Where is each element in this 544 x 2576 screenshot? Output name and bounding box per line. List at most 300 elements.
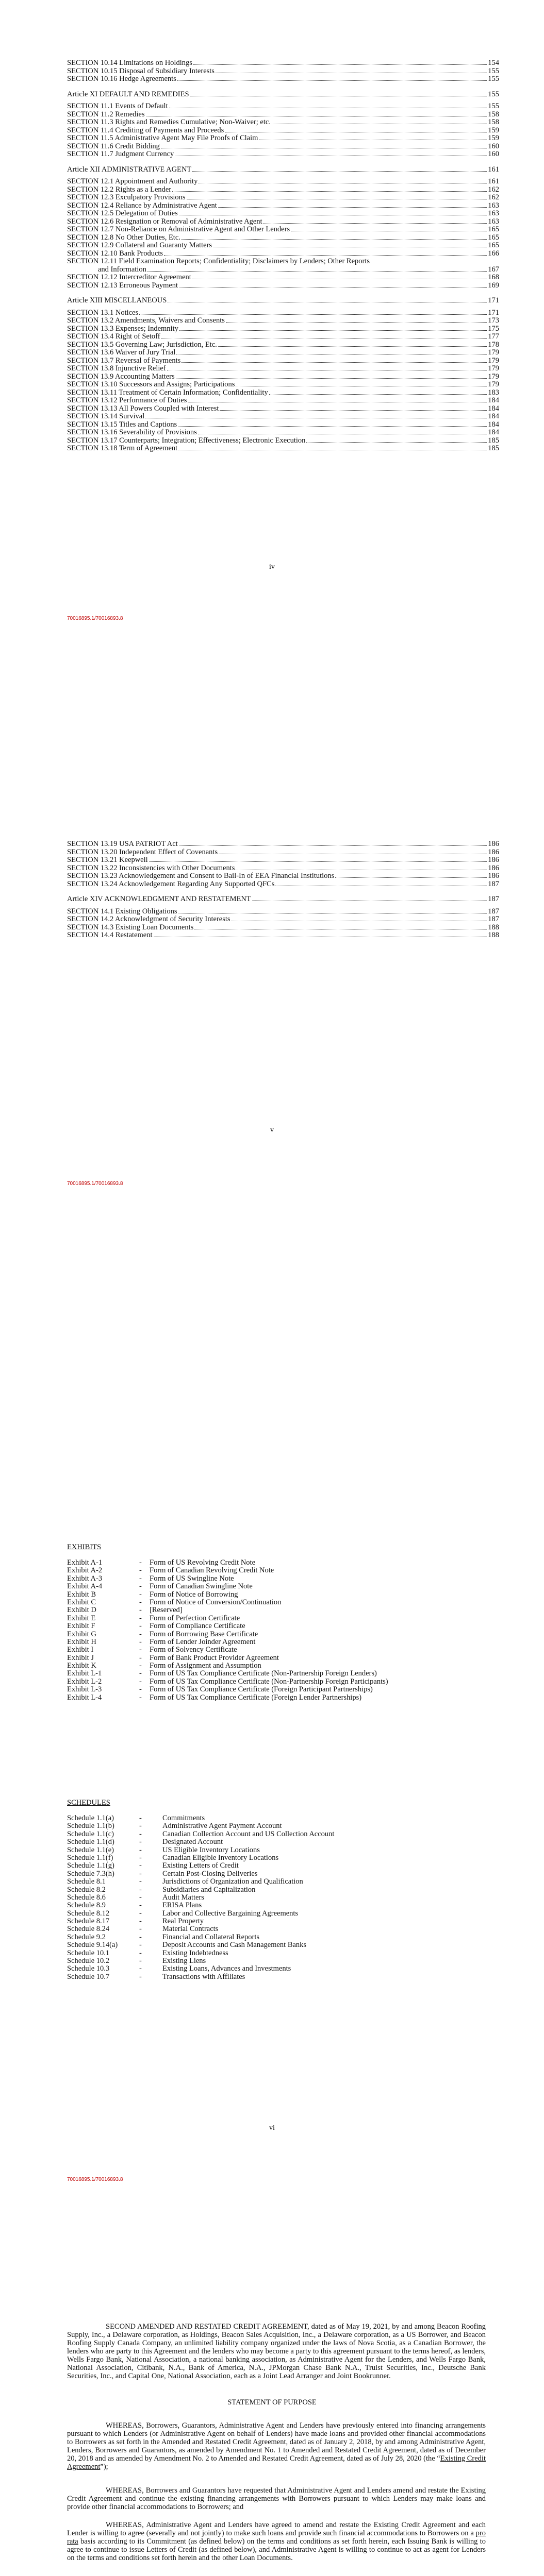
schedule-row-description: Existing Letters of Credit: [162, 1861, 239, 1870]
whereas-paragraph-3: WHEREAS, Administrative Agent and Lenders have agreed to amend and restate the Existing Credit Agreement and each Lender is willing to agree (severally and not jointly) to make such loans and provide such financial accommodations to Borrowers on a pro rata basis according to its Commitment (as defined below) on the terms and conditions as set forth herein, each Issuing Bank is willing to agree to continue to issue Letters of Credit (as defined below), and Administrative Agent is willing to continue to act as agent for Lenders on the terms and conditions set forth herein and the other Loan Documents.: [67, 2521, 486, 2562]
separator-dash: -: [139, 1646, 142, 1654]
leader-dots: [192, 171, 487, 172]
toc-entry-title: SECTION 13.15 Titles and Captions: [67, 420, 177, 429]
toc-entry-title: SECTION 13.19 USA PATRIOT Act: [67, 840, 178, 848]
toc-entry[interactable]: [67, 309, 499, 317]
exhibit-row-code: Exhibit L-4: [67, 1693, 102, 1702]
toc-entry-title: SECTION 13.10 Successors and Assigns; Participations: [67, 381, 235, 388]
leader-dots: [178, 426, 487, 427]
toc-entry-page: 160: [488, 150, 499, 158]
schedule-row-code: Schedule 9.2: [67, 1933, 106, 1941]
schedule-row-code: Schedule 8.9: [67, 1901, 106, 1910]
schedule-row-description: Audit Matters: [162, 1893, 204, 1902]
exhibit-row-description: Form of Canadian Revolving Credit Note: [150, 1566, 274, 1575]
separator-dash: -: [139, 1606, 142, 1615]
toc-entry[interactable]: [67, 397, 499, 405]
toc-entry-page: 158: [488, 118, 499, 126]
leader-dots: [179, 330, 487, 331]
schedule-row-description: Commitments: [162, 1814, 205, 1822]
exhibit-row-description: Form of Compliance Certificate: [150, 1622, 245, 1631]
exhibit-row[interactable]: [67, 1599, 499, 1606]
toc-entry-page: 184: [488, 404, 499, 413]
exhibit-row-code: Exhibit I: [67, 1646, 94, 1654]
toc-entry-title: SECTION 13.24 Acknowledgement Regarding Any Supported QFCs: [67, 880, 275, 888]
toc-entry-title: SECTION 13.16 Severability of Provisions: [67, 429, 197, 436]
toc-entry[interactable]: [67, 178, 499, 186]
separator-dash: -: [139, 1941, 142, 1950]
leader-dots: [220, 410, 487, 411]
toc-entry[interactable]: [67, 421, 499, 429]
toc-entry-page: 168: [488, 273, 499, 281]
separator-dash: -: [139, 1838, 142, 1846]
schedule-row-code: Schedule 1.1(f): [67, 1853, 113, 1862]
separator-dash: -: [139, 1693, 142, 1702]
schedule-row-description: ERISA Plans: [162, 1901, 202, 1910]
toc-entry-title: SECTION 11.4 Crediting of Payments and Proceeds: [67, 126, 224, 134]
schedule-row[interactable]: [67, 1941, 499, 1949]
schedule-row-code: Schedule 8.12: [67, 1909, 110, 1918]
schedule-row-description: Existing Loans, Advances and Investments: [162, 1964, 291, 1973]
toc-entry-page: 186: [488, 848, 499, 856]
toc-entry-title: SECTION 14.2 Acknowledgment of Security Interests: [67, 916, 230, 923]
schedule-row-code: Schedule 10.1: [67, 1948, 110, 1957]
leader-dots: [226, 322, 487, 323]
separator-dash: -: [139, 1909, 142, 1918]
separator-dash: -: [139, 1558, 142, 1567]
toc-entry[interactable]: [67, 186, 499, 194]
exhibit-row-description: Form of Notice of Conversion/Continuation: [150, 1598, 282, 1606]
separator-dash: -: [139, 1814, 142, 1822]
leader-dots: [269, 394, 487, 395]
toc-entry-page: 160: [488, 142, 499, 150]
separator-dash: -: [139, 1829, 142, 1838]
exhibit-row-code: Exhibit A-3: [67, 1574, 103, 1583]
toc-entry-page: 165: [488, 241, 499, 249]
schedule-row[interactable]: [67, 1846, 499, 1854]
leader-dots: [182, 239, 487, 240]
toc-entry[interactable]: [67, 413, 499, 421]
exhibit-row[interactable]: [67, 1615, 499, 1622]
toc-entry-page: 179: [488, 348, 499, 357]
schedule-row-code: Schedule 8.1: [67, 1877, 106, 1886]
toc-entry-page: 159: [488, 134, 499, 142]
schedule-row-code: Schedule 7.3(h): [67, 1869, 114, 1878]
toc-entry-title: SECTION 13.20 Independent Effect of Covenants: [67, 848, 218, 856]
separator-dash: -: [139, 1893, 142, 1902]
separator-dash: -: [139, 1901, 142, 1910]
toc-entry-title: SECTION 13.8 Injunctive Relief: [67, 365, 166, 372]
toc-entry-title: SECTION 12.5 Delegation of Duties: [67, 210, 178, 217]
whereas-paragraph-1: WHEREAS, Borrowers, Guarantors, Administrative Agent and Lenders have previously entered into financing arrangements pursuant to which Lenders (or Administrative Agent on behalf of Lenders) have made loans and provided other financial accommodations to Borrowers as set forth in the Amended and Restated Credit Agreement, dated as of January 2, 2018, by and among Administrative Agent, Lenders, Borrowers and Guarantors, as amended by Amendment No. 1 to Amended and Restated Credit Agreement, dated as of December 20, 2018 and as amended by Amendment No. 2 to Amended and Restated Credit Agreement, dated as of July 28, 2020 (the “Existing Credit Agreement”);: [67, 2421, 486, 2471]
exhibit-row[interactable]: [67, 1678, 499, 1686]
toc-entry-title: SECTION 10.14 Limitations on Holdings: [67, 59, 192, 67]
schedule-row-code: Schedule 8.6: [67, 1893, 106, 1902]
leader-dots: [335, 877, 487, 878]
toc-entry-title: SECTION 13.12 Performance of Duties: [67, 397, 187, 404]
separator-dash: -: [139, 1957, 142, 1965]
schedule-row[interactable]: [67, 1910, 499, 1918]
toc-entry-title: SECTION 13.6 Waiver of Jury Trial: [67, 349, 176, 357]
toc-entry-page: 155: [488, 90, 499, 98]
page-number: v: [270, 1126, 274, 1134]
toc-entry-title: SECTION 11.5 Administrative Agent May File Proofs of Claim: [67, 134, 258, 142]
toc-entry-page: 179: [488, 356, 499, 365]
toc-entry-page: 186: [488, 863, 499, 872]
toc-entry[interactable]: [67, 127, 499, 135]
toc-entry-title: Article XIV ACKNOWLEDGMENT AND RESTATEMENT: [67, 895, 251, 903]
toc-entry-title: SECTION 13.14 Survival: [67, 413, 145, 420]
leader-dots: [177, 80, 487, 81]
leader-dots: [218, 346, 487, 347]
exhibit-row[interactable]: [67, 1686, 499, 1693]
leader-dots: [306, 442, 487, 443]
separator-dash: -: [139, 1948, 142, 1957]
schedule-row[interactable]: [67, 1862, 499, 1870]
schedule-row[interactable]: [67, 1957, 499, 1965]
toc-entry[interactable]: [67, 341, 499, 349]
toc-entry[interactable]: [67, 242, 499, 250]
toc-entry-title: SECTION 12.2 Rights as a Lender: [67, 185, 172, 194]
schedule-row[interactable]: [67, 1815, 499, 1822]
toc-entry-title: SECTION 12.9 Collateral and Guaranty Matters: [67, 242, 212, 249]
separator-dash: -: [139, 1877, 142, 1886]
schedule-row[interactable]: [67, 1902, 499, 1909]
toc-entry-title: SECTION 13.11 Treatment of Certain Information; Confidentiality: [67, 388, 268, 397]
schedule-row-description: Canadian Collection Account and US Collection Account: [162, 1829, 335, 1838]
exhibit-row[interactable]: [67, 1622, 499, 1630]
toc-entry[interactable]: [67, 916, 499, 924]
toc-entry[interactable]: [67, 75, 499, 83]
toc-entry[interactable]: [67, 429, 499, 437]
separator-dash: -: [139, 1822, 142, 1831]
schedule-row[interactable]: [67, 1854, 499, 1862]
exhibit-row-description: Form of Lender Joinder Agreement: [150, 1637, 256, 1646]
separator-dash: -: [139, 1614, 142, 1622]
schedule-row-code: Schedule 8.24: [67, 1925, 110, 1934]
leader-dots: [193, 64, 487, 65]
defined-term: Existing Credit Agreement: [67, 2454, 486, 2471]
toc-entry[interactable]: [67, 924, 499, 932]
toc-entry[interactable]: [67, 357, 499, 365]
toc-entry[interactable]: [67, 258, 499, 274]
exhibit-row-code: Exhibit H: [67, 1637, 96, 1646]
separator-dash: -: [139, 1853, 142, 1862]
toc-list: [67, 59, 499, 453]
separator-dash: -: [139, 1653, 142, 1662]
schedule-row-description: Transactions with Affiliates: [162, 1972, 245, 1981]
toc-entry-page: 184: [488, 420, 499, 429]
separator-dash: -: [139, 1630, 142, 1638]
schedule-row-code: Schedule 10.2: [67, 1957, 110, 1965]
toc-entry-page: 184: [488, 428, 499, 436]
separator-dash: -: [139, 1861, 142, 1870]
schedule-row-description: Existing Indebtedness: [162, 1948, 228, 1957]
toc-entry[interactable]: [67, 118, 499, 127]
toc-entry-title: SECTION 13.21 Keepwell: [67, 856, 148, 864]
toc-entry[interactable]: [67, 389, 499, 397]
exhibit-row[interactable]: [67, 1559, 499, 1567]
toc-entry-page: 175: [488, 324, 499, 333]
toc-list: [67, 840, 499, 940]
schedule-row-description: Financial and Collateral Reports: [162, 1933, 260, 1941]
toc-entry-title: SECTION 13.7 Reversal of Payments: [67, 357, 181, 365]
toc-entry[interactable]: [67, 317, 499, 325]
separator-dash: -: [139, 1662, 142, 1670]
exhibit-row-code: Exhibit E: [67, 1614, 96, 1622]
schedule-row-code: Schedule 10.3: [67, 1964, 110, 1973]
exhibits-list: [67, 1559, 499, 1702]
schedule-row[interactable]: [67, 1822, 499, 1830]
schedule-row-description: Jurisdictions of Organization and Qualification: [162, 1877, 303, 1886]
toc-article-entry[interactable]: [67, 895, 499, 904]
toc-entry-title: SECTION 13.5 Governing Law; Jurisdiction, Etc.: [67, 341, 217, 349]
toc-entry[interactable]: [67, 234, 499, 242]
toc-entry[interactable]: [67, 840, 499, 849]
intro-paragraph: SECOND AMENDED AND RESTATED CREDIT AGREEMENT, dated as of May 19, 2021, by and among Beacon Roofing Supply, Inc., a Delaware corporation, as Holdings, Beacon Sales Acquisition, Inc., a Delaware corporation, as a US Borrower, and Beacon Roofing Supply Canada Company, an unlimited liability company organized under the laws of Nova Scotia, as a Canadian Borrower, the lenders who are party to this Agreement and the lenders who may become a party to this agreement pursuant to the terms hereof, as lenders, Wells Fargo Bank, National Association, a national banking association, as Administrative Agent for the Lenders, and Wells Fargo Bank, National Association, Citibank, N.A., Bank of America, N.A., JPMorgan Chase Bank N.A., Truist Securities, Inc., Deutsche Bank Securities, Inc., and Capital One, National Association, each as a Joint Lead Arranger and Joint Bookrunner.: [67, 2323, 486, 2380]
exhibit-row-code: Exhibit J: [67, 1653, 94, 1662]
toc-entry-page: 178: [488, 340, 499, 349]
toc-article-entry[interactable]: [67, 297, 499, 305]
exhibit-row[interactable]: [67, 1646, 499, 1654]
toc-entry-title: SECTION 11.7 Judgment Currency: [67, 150, 174, 158]
exhibit-row[interactable]: [67, 1567, 499, 1574]
leader-dots: [149, 861, 487, 862]
toc-entry[interactable]: [67, 274, 499, 282]
separator-dash: -: [139, 1622, 142, 1631]
schedules-list: [67, 1815, 499, 1981]
schedule-row[interactable]: [67, 1950, 499, 1957]
schedule-row[interactable]: [67, 1934, 499, 1941]
toc-entry[interactable]: [67, 849, 499, 857]
separator-dash: -: [139, 1590, 142, 1599]
toc-entry-title-cont: and Information: [98, 265, 146, 274]
toc-entry-title: Article XIII MISCELLANEOUS: [67, 297, 167, 304]
exhibit-row-code: Exhibit A-4: [67, 1582, 103, 1591]
toc-entry[interactable]: [67, 333, 499, 341]
exhibit-row[interactable]: [67, 1606, 499, 1614]
toc-entry-page: 155: [488, 102, 499, 110]
toc-entry[interactable]: [67, 405, 499, 413]
leader-dots: [172, 191, 487, 192]
toc-entry[interactable]: [67, 218, 499, 226]
exhibit-row[interactable]: [67, 1638, 499, 1646]
exhibit-row[interactable]: [67, 1662, 499, 1670]
toc-entry[interactable]: [67, 67, 499, 76]
toc-entry[interactable]: [67, 872, 499, 880]
toc-entry-title: SECTION 12.8 No Other Duties, Etc.: [67, 233, 180, 242]
toc-entry-title: SECTION 12.11 Field Examination Reports; Confidentiality; Disclaimers by Lenders; Other Reports: [67, 257, 370, 265]
toc-entry-title: SECTION 10.15 Disposal of Subsidiary Interests: [67, 67, 215, 75]
toc-entry[interactable]: [67, 445, 499, 453]
toc-entry-page: 161: [488, 165, 499, 174]
schedule-row-code: Schedule 10.7: [67, 1972, 110, 1981]
toc-entry-title: Article XII ADMINISTRATIVE AGENT: [67, 165, 192, 174]
toc-entry-page: 183: [488, 388, 499, 397]
toc-article-entry[interactable]: [67, 91, 499, 99]
toc-entry[interactable]: [67, 365, 499, 373]
toc-entry-title: SECTION 12.6 Resignation or Removal of Administrative Agent: [67, 217, 262, 226]
exhibit-row-code: Exhibit A-1: [67, 1558, 103, 1567]
toc-entry-title: SECTION 14.1 Existing Obligations: [67, 907, 177, 916]
exhibit-row-description: Form of Canadian Swingline Note: [150, 1582, 253, 1591]
toc-entry-page: 179: [488, 380, 499, 388]
toc-entry[interactable]: [67, 381, 499, 389]
separator-dash: -: [139, 1933, 142, 1941]
toc-entry[interactable]: [67, 373, 499, 381]
schedule-row[interactable]: [67, 1831, 499, 1838]
exhibit-row[interactable]: [67, 1575, 499, 1583]
toc-entry-title: SECTION 13.23 Acknowledgement and Consent to Bail-In of EEA Financial Institutions: [67, 872, 335, 880]
toc-entry[interactable]: [67, 210, 499, 218]
toc-entry-page: 187: [488, 895, 499, 903]
leader-dots: [182, 362, 487, 363]
toc-entry-page: 186: [488, 872, 499, 880]
exhibit-row-description: Form of Notice of Borrowing: [150, 1590, 238, 1599]
toc-entry[interactable]: [67, 194, 499, 202]
separator-dash: -: [139, 1685, 142, 1694]
schedule-row-code: Schedule 1.1(g): [67, 1861, 114, 1870]
toc-entry-title: SECTION 11.1 Events of Default: [67, 103, 168, 110]
separator-dash: -: [139, 1869, 142, 1878]
schedule-row[interactable]: [67, 1965, 499, 1973]
toc-entry-page: 163: [488, 201, 499, 210]
exhibit-row[interactable]: [67, 1694, 499, 1702]
toc-entry-page: 158: [488, 110, 499, 118]
leader-dots: [139, 314, 487, 315]
toc-entry[interactable]: [67, 111, 499, 119]
toc-entry[interactable]: [67, 250, 499, 258]
toc-entry-title: SECTION 12.12 Intercreditor Agreement: [67, 274, 191, 281]
exhibits-heading: EXHIBITS: [67, 1543, 102, 1551]
schedule-row-code: Schedule 1.1(a): [67, 1814, 114, 1822]
exhibit-row[interactable]: [67, 1591, 499, 1599]
exhibit-row-code: Exhibit K: [67, 1662, 96, 1670]
schedule-row[interactable]: [67, 1886, 499, 1894]
separator-dash: -: [139, 1582, 142, 1591]
schedule-row-code: Schedule 8.17: [67, 1917, 110, 1926]
toc-entry-title: SECTION 14.3 Existing Loan Documents: [67, 923, 194, 931]
toc-entry[interactable]: [67, 931, 499, 940]
separator-dash: -: [139, 1598, 142, 1606]
schedule-row-description: Real Property: [162, 1917, 204, 1926]
schedule-row-description: Canadian Eligible Inventory Locations: [162, 1853, 279, 1862]
schedule-row[interactable]: [67, 1894, 499, 1902]
exhibit-row-description: Form of US Swingline Note: [150, 1574, 234, 1583]
schedule-row-code: Schedule 1.1(e): [67, 1845, 114, 1854]
toc-entry[interactable]: [67, 59, 499, 67]
toc-entry-title: SECTION 13.4 Right of Setoff: [67, 333, 160, 341]
toc-entry[interactable]: [67, 437, 499, 445]
leader-dots: [179, 845, 487, 846]
toc-entry[interactable]: [67, 150, 499, 159]
schedule-row-description: Administrative Agent Payment Account: [162, 1822, 282, 1831]
toc-entry-page: 154: [488, 59, 499, 67]
toc-entry-page: 171: [488, 308, 499, 317]
exhibit-row-code: Exhibit B: [67, 1590, 96, 1599]
toc-entry[interactable]: [67, 143, 499, 151]
toc-entry-page: 162: [488, 193, 499, 201]
schedule-row[interactable]: [67, 1878, 499, 1886]
separator-dash: -: [139, 1845, 142, 1854]
toc-entry-page: 186: [488, 840, 499, 848]
schedule-row[interactable]: [67, 1973, 499, 1981]
exhibit-row-description: Form of US Tax Compliance Certificate (Non-Partnership Foreign Lenders): [150, 1669, 377, 1678]
separator-dash: -: [139, 1972, 142, 1981]
toc-entry[interactable]: [67, 226, 499, 234]
toc-entry-page: 179: [488, 372, 499, 381]
toc-entry-page: 187: [488, 907, 499, 916]
toc-entry-page: 187: [488, 915, 499, 923]
exhibit-row-code: Exhibit G: [67, 1630, 96, 1638]
schedule-row-description: Labor and Collective Bargaining Agreements: [162, 1909, 299, 1918]
toc-entry-page: 165: [488, 233, 499, 242]
schedule-row-description: Existing Liens: [162, 1957, 206, 1965]
toc-entry[interactable]: [67, 908, 499, 916]
separator-dash: -: [139, 1669, 142, 1678]
toc-entry[interactable]: [67, 202, 499, 210]
exhibit-row-code: Exhibit L-2: [67, 1677, 102, 1686]
toc-entry[interactable]: [67, 325, 499, 333]
schedule-row[interactable]: [67, 1870, 499, 1878]
schedule-row[interactable]: [67, 1925, 499, 1933]
toc-entry-title: SECTION 13.22 Inconsistencies with Other Documents: [67, 864, 235, 872]
toc-entry[interactable]: [67, 282, 499, 290]
schedule-row-description: Certain Post-Closing Deliveries: [162, 1869, 258, 1878]
toc-entry-title: Article XI DEFAULT AND REMEDIES: [67, 90, 189, 98]
schedule-row-description: Deposit Accounts and Cash Management Banks: [162, 1941, 307, 1950]
toc-entry-page: 162: [488, 185, 499, 194]
toc-entry-title: SECTION 12.3 Exculpatory Provisions: [67, 194, 186, 201]
schedule-row-code: Schedule 9.14(a): [67, 1941, 118, 1950]
exhibit-row[interactable]: [67, 1670, 499, 1677]
toc-entry[interactable]: [67, 880, 499, 889]
exhibit-row[interactable]: [67, 1631, 499, 1638]
schedule-row-code: Schedule 1.1(c): [67, 1829, 114, 1838]
exhibit-row[interactable]: [67, 1654, 499, 1662]
exhibit-row[interactable]: [67, 1583, 499, 1590]
schedule-row[interactable]: [67, 1918, 499, 1925]
statement-of-purpose-heading: STATEMENT OF PURPOSE: [227, 2398, 317, 2406]
toc-entry-page: 187: [488, 879, 499, 888]
toc-entry-page: 185: [488, 444, 499, 452]
toc-entry-title: SECTION 11.2 Remedies: [67, 110, 145, 118]
exhibit-row-description: Form of US Tax Compliance Certificate (Foreign Participant Partnerships): [150, 1685, 373, 1694]
toc-entry[interactable]: [67, 349, 499, 357]
schedule-row[interactable]: [67, 1838, 499, 1846]
toc-entry-page: 184: [488, 412, 499, 420]
separator-dash: -: [139, 1677, 142, 1686]
toc-entry[interactable]: [67, 856, 499, 865]
leader-dots: [218, 207, 487, 208]
toc-entry[interactable]: [67, 103, 499, 111]
exhibit-row-code: Exhibit F: [67, 1622, 95, 1631]
toc-entry-title: SECTION 11.6 Credit Bidding: [67, 142, 160, 150]
schedule-row-description: Designated Account: [162, 1838, 223, 1846]
toc-entry-page: 177: [488, 332, 499, 341]
leader-dots: [263, 223, 487, 224]
document-id: 70016895.1/70016893.8: [67, 616, 123, 621]
toc-entry[interactable]: [67, 134, 499, 143]
exhibit-row-code: Exhibit L-3: [67, 1685, 102, 1694]
toc-entry-title: SECTION 13.2 Amendments, Waivers and Consents: [67, 317, 225, 325]
toc-entry-page: 155: [488, 75, 499, 83]
toc-article-entry[interactable]: [67, 166, 499, 174]
toc-entry[interactable]: [67, 865, 499, 873]
toc-entry-page: 188: [488, 931, 499, 939]
document-id: 70016895.1/70016893.8: [67, 1181, 123, 1187]
toc-entry-title: SECTION 12.1 Appointment and Authority: [67, 178, 198, 185]
separator-dash: -: [139, 1925, 142, 1934]
